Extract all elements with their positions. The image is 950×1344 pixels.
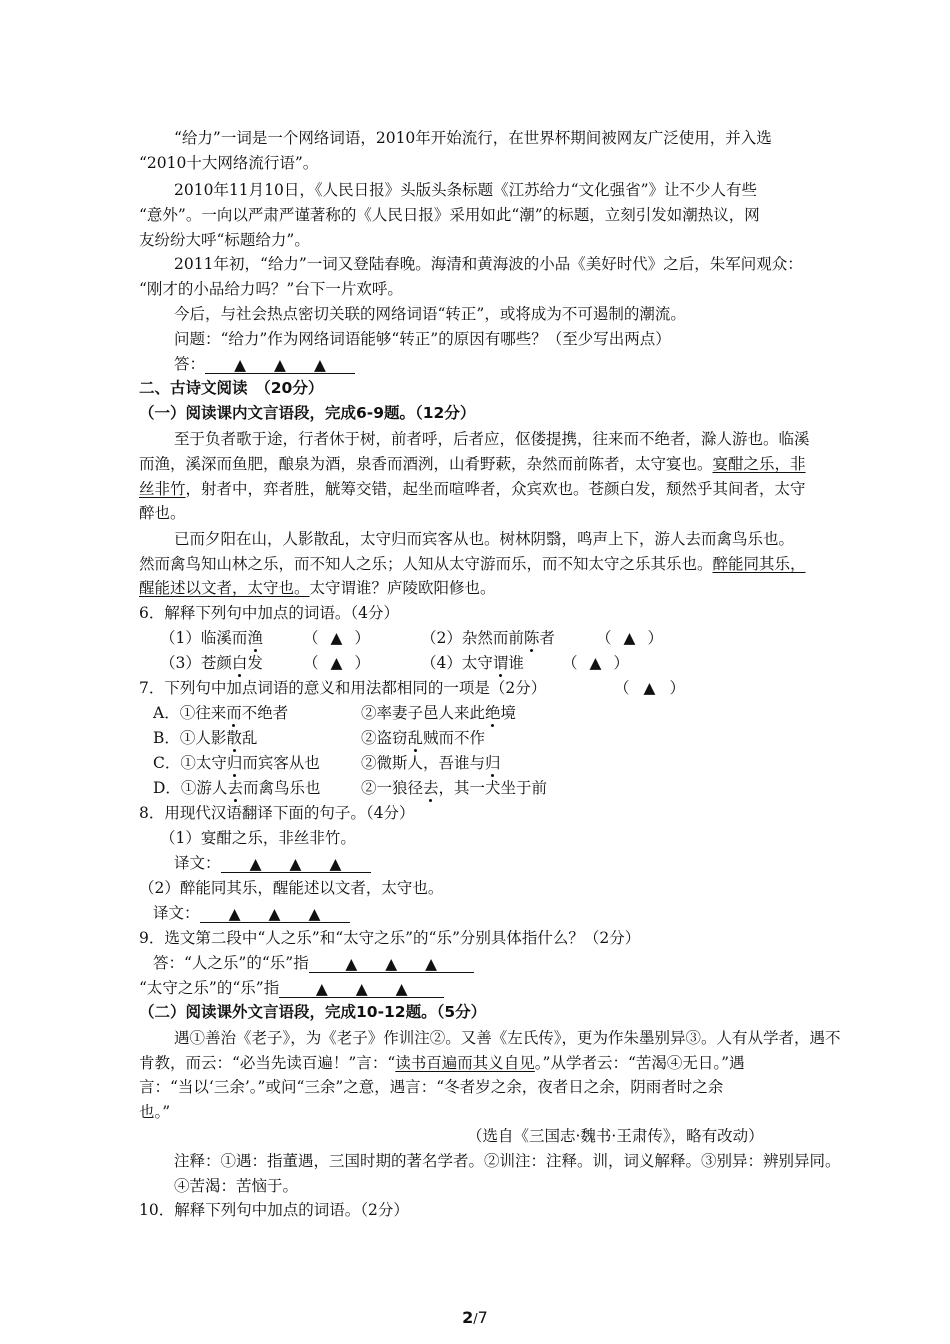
passage-2-notes-cont: ④苦渴：苦恼于。 [174,1177,299,1195]
passage-2-line-4: 也。” [139,1103,171,1121]
q9-answer-2: “太守之乐”的“乐”指 ▲ ▲ ▲ [139,978,444,998]
q6-item-1: （1）临溪而渔 [160,629,263,647]
passage-1-line-7: 醒能述以文者，太守也。太守谓谁？庐陵欧阳修也。 [139,579,496,597]
underlined-sentence-2-cont: 醒能述以文者，太守也。 [139,579,310,597]
intro-paragraph-4: 今后，与社会热点密切关联的网络词语“转正”，或将成为不可遏制的潮流。 [174,305,686,323]
question-10-stem: 10．解释下列句中加点的词语。（2分） [139,1201,409,1219]
question-6-stem: 6．解释下列句中加点的词语。（4分） [139,604,399,622]
q7-option-a-1[interactable]: A．①往来而不绝者 [153,704,289,722]
q8-translation-1: 译文： ▲ ▲ ▲ [174,853,371,873]
q7-option-a-2: ②率妻子邑人来此绝境 [361,704,517,722]
q9-answer-1-blank[interactable]: ▲ ▲ ▲ [309,954,474,973]
q7-option-c-2: ②微斯人，吾谁与归 [361,754,501,772]
q7-option-c-1[interactable]: C．①太守归而宾客从也 [153,754,320,772]
intro-paragraph-3-cont: “刚才的小品给力吗？”台下一片欢呼。 [139,280,403,298]
passage-2-line-3: 言：“当以‘三余’。”或问“三余”之意，遇言：“冬者岁之余，夜者日之余，阴雨者时之余 [139,1078,724,1096]
passage-1-line-6: 然而禽鸟知山林之乐，而不知人之乐；人知从太守游而乐，而不知太守之乐其乐也。醉能同其乐， [139,555,806,573]
q8-sentence-2: （2）醉能同其乐，醒能述以文者，太守也。 [139,879,444,897]
intro-question: 问题：“给力”作为网络词语能够“转正”的原因有哪些？（至少写出两点） [174,330,671,348]
part-2-title: （二）阅读课外文言语段，完成10-12题。（5分） [139,1003,487,1021]
passage-1-line-1: 至于负者歌于途，行者休于树，前者呼，后者应，伛偻提携，往来而不绝者，滁人游也。临溪 [174,430,810,448]
q6-answer-3[interactable]: （ ▲ ） [303,654,370,672]
q7-option-d-2: ②一狼径去，其一犬坐于前 [361,779,548,797]
intro-paragraph-2: 2010年11月10日，《人民日报》头版头条标题《江苏给力“文化强省”》让不少人有些 [174,181,757,199]
translation-1-blank[interactable]: ▲ ▲ ▲ [221,854,371,873]
passage-2-source: （选自《三国志·魏书·王肃传》，略有改动） [467,1127,764,1145]
page-number: 2/7 [462,1308,488,1327]
passage-2-notes: 注释：①遇：指董遇，三国时期的著名学者。②训注：注释。训，词义解释。③别异：辨别异同。 [174,1152,841,1170]
q9-answer-1: 答：“人之乐”的“乐”指 ▲ ▲ ▲ [153,953,474,973]
underlined-sentence-2: 醉能同其乐， [712,555,806,573]
q7-option-d-1[interactable]: D．①游人去而禽鸟乐也 [153,779,321,797]
intro-paragraph-2-end: 友纷纷大呼“标题给力”。 [139,231,310,249]
q7-option-b-1[interactable]: B．①人影散乱 [153,729,258,747]
passage-1-line-5: 已而夕阳在山，人影散乱，太守归而宾客从也。树林阴翳，鸣声上下，游人去而禽鸟乐也。 [174,530,795,548]
answer-blank[interactable]: ▲ ▲ ▲ [205,355,355,374]
question-9-stem: 9．选文第二段中“人之乐”和“太守之乐”的“乐”分别具体指什么？（2分） [139,929,641,947]
passage-2-line-2: 肯教，而云：“必当先读百遍！”言：“读书百遍而其义自见。”从学者云：“苦渴④无日。”遇 [139,1054,745,1072]
q6-item-3: （3）苍颜白发 [160,654,263,672]
intro-paragraph-2-cont: “意外”。一向以严肃严谨著称的《人民日报》采用如此“潮”的标题，立刻引发如潮热议，网 [139,206,760,224]
q8-translation-2: 译文： ▲ ▲ ▲ [153,903,350,923]
passage-2-line-1: 遇①善治《老子》，为《老子》作训注②。又善《左氏传》，更为作朱墨别异③。人有从学者，遇不 [174,1029,841,1047]
intro-paragraph-1-cont: “2010十大网络流行语”。 [139,154,319,172]
q6-item-4: （4）太守谓谁 [421,654,524,672]
underlined-quote: 读书百遍而其义自见 [395,1054,535,1072]
q6-item-2: （2）杂然而前陈者 [421,629,555,647]
q9-answer-2-blank[interactable]: ▲ ▲ ▲ [279,979,444,998]
answer-label: 答： [174,355,206,373]
passage-1-line-2: 而渔，溪深而鱼肥，酿泉为酒，泉香而酒洌，山肴野蔌，杂然而前陈者，太守宴也。宴酣之乐，非 [139,455,806,473]
translation-2-blank[interactable]: ▲ ▲ ▲ [200,904,350,923]
q7-option-b-2: ②盗窃乱贼而不作 [361,729,486,747]
q8-sentence-1: （1）宴酣之乐，非丝非竹。 [160,829,356,847]
intro-paragraph-1: “给力”一词是一个网络词语，2010年开始流行，在世界杯期间被网友广泛使用，并入选 [174,129,772,147]
underlined-sentence: 宴酣之乐，非 [712,455,806,473]
underlined-sentence-cont: 丝非竹 [139,480,186,498]
section-2-title: 二、古诗文阅读 （20分） [139,379,324,397]
q6-answer-1[interactable]: （ ▲ ） [303,629,370,647]
passage-1-line-3: 丝非竹，射者中，弈者胜，觥筹交错，起坐而喧哗者，众宾欢也。苍颜白发，颓然乎其间者，太守 [139,480,806,498]
q6-answer-2[interactable]: （ ▲ ） [596,629,663,647]
part-1-title: （一）阅读课内文言语段，完成6-9题。（12分） [139,404,476,422]
intro-answer-line [174,354,355,374]
intro-paragraph-3: 2011年初，“给力”一词又登陆春晚。海清和黄海波的小品《美好时代》之后，朱军问观众： [174,255,803,273]
question-8-stem: 8．用现代汉语翻译下面的句子。（4分） [139,804,415,822]
q7-answer[interactable]: （ ▲ ） [614,679,685,697]
question-7-stem: 7．下列句中加点词语的意义和用法都相同的一项是（2分） [139,679,547,697]
q6-answer-4[interactable]: （ ▲ ） [562,654,629,672]
passage-1-line-4: 醉也。 [139,504,186,522]
